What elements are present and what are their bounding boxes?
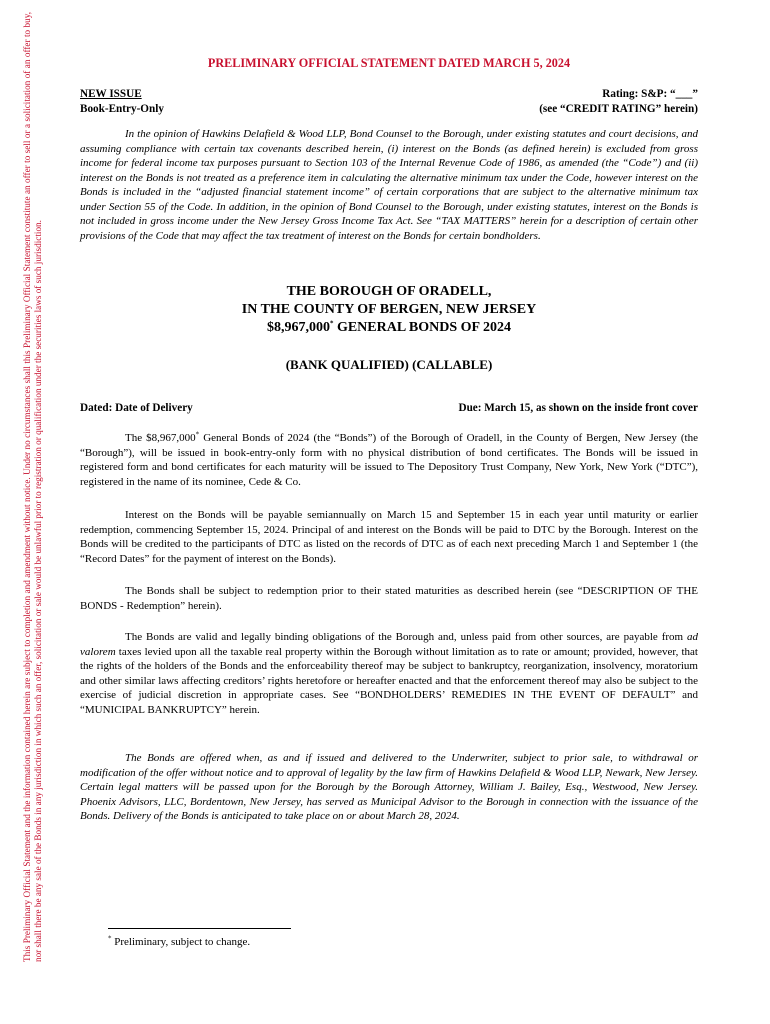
paragraph-text: The $8,967,000 xyxy=(125,432,196,444)
issue-type-block xyxy=(80,87,164,117)
footnote-divider xyxy=(108,928,291,929)
footnote-marker: * xyxy=(329,319,334,328)
issuer-line-2: IN THE COUNTY OF BERGEN, NEW JERSEY xyxy=(241,302,537,317)
book-entry-label: Book-Entry-Only xyxy=(80,103,164,115)
issuer-title xyxy=(80,283,698,337)
paragraph-emphasis: ad valorem xyxy=(80,631,698,658)
footnote xyxy=(108,936,250,948)
rating-block xyxy=(539,87,698,117)
paragraph-redemption: The Bonds shall be subject to redemption prior to their stated maturities as described herein (see “DESCRIPTION OF THE BONDS - Redemption” herein). xyxy=(80,585,698,612)
preliminary-disclaimer-notice: This Preliminary Official Statement and the information contained herein are subject to completion and amendment without notice. Under no circumstances shall this Preliminary Official Statement constitute an offer to sell or a solicitation of an offer to buy, nor shall there be any sale of the Bonds in any jurisdiction in which such an offer, solicitation or sale would be unlawful prior to registration or qualification under the securities laws of such jurisdiction. xyxy=(22,12,43,962)
footnote-text: Preliminary, subject to change. xyxy=(111,936,251,948)
paragraph-interest: Interest on the Bonds will be payable semiannually on March 15 and September 15 in each year until maturity or earlier redemption, commencing September 15, 2024. Principal of and interest on the Bonds will be paid to DTC by the Borough. Interest on the Bonds will be credited to the participants of DTC as listed on the records of DTC as of each next preceding March 1 and September 1 (the “Record Dates” for the payment of interest on the Bonds). xyxy=(80,509,698,565)
paragraph-text: taxes levied upon all the taxable real property within the Borough without limitation as to rate or amount; provided, however, that the rights of the holders of the Bonds and the enforceability thereof may be subject to bankruptcy, reorganization, insolvency, moratorium and other similar laws affecting creditors’ rights heretofore or hereafter enacted and that the enforcement thereof may also be subject to the exercise of judicial discretion in appropriate cases. See “BONDHOLDERS’ REMEDIES IN THE EVENT OF DEFAULT” and “MUNICIPAL BANKRUPTCY” herein. xyxy=(80,645,698,716)
dated-date: Dated: Date of Delivery xyxy=(80,402,193,414)
bond-series-name: GENERAL BONDS OF 2024 xyxy=(333,320,512,335)
new-issue-label: NEW ISSUE xyxy=(80,88,142,100)
issuer-line-1: THE BOROUGH OF ORADELL, xyxy=(286,284,492,299)
rating-reference: (see “CREDIT RATING” herein) xyxy=(539,103,698,115)
paragraph-bonds-description xyxy=(80,431,698,489)
paragraph-text: General Bonds of 2024 (the “Bonds”) of the Borough of Oradell, in the County of Bergen, New Jersey (the “Borough”), will be issued in book-entry-only form with no physical distribution of bond certificates. The Bonds will be issued in registered form and bond certificates for each maturity will be issued to The Depository Trust Company, New York, New York (“DTC”), registered in the name of its nominee, Cede & Co. xyxy=(80,432,698,488)
paragraph-offering: The Bonds are offered when, as and if issued and delivered to the Underwriter, subject to prior sale, to withdrawal or modification of the offer without notice and to approval of legality by the law firm of Hawkins Delafield & Wood LLP, Newark, New Jersey. Certain legal matters will be passed upon for the Borough by the Borough Attorney, William J. Bailey, Esq., Westwood, New Jersey. Phoenix Advisors, LLC, Bordentown, New Jersey, has served as Municipal Advisor to the Borough in connection with the issuance of the Bonds. Delivery of the Bonds is anticipated to take place on or about March 28, 2024. xyxy=(80,752,698,823)
rating-label: Rating: S&P: “___” xyxy=(602,88,698,100)
bond-counsel-opinion: In the opinion of Hawkins Delafield & Wood LLP, Bond Counsel to the Borough, under existing statutes and court decisions, and assuming compliance with certain tax covenants described herein, (i) interest on the Bonds (as defined herein) is excluded from gross income for federal income tax purposes pursuant to Section 103 of the Internal Revenue Code of 1986, as amended (the “Code”) and (ii) interest on the Bonds is not treated as a preference item in calculating the alternative minimum tax under the Code, however interest on the Bonds is included in the “adjusted financial statement income” of certain corporations that are subject to the alternative minimum tax under Section 55 of the Code. In addition, in the opinion of Bond Counsel to the Borough, under existing statutes, interest on the Bonds is not included in gross income under the New Jersey Gross Income Tax Act. See “TAX MATTERS” herein for a description of certain other provisions of the Code that may affect the tax treatment of interest on the Bonds for certain bondholders. xyxy=(80,128,698,242)
bank-qualified-callable: (BANK QUALIFIED) (CALLABLE) xyxy=(285,357,493,372)
footnote-marker: * xyxy=(108,934,112,943)
preliminary-statement-title: PRELIMINARY OFFICIAL STATEMENT DATED MARCH 5, 2024 xyxy=(207,56,571,70)
footnote-marker: * xyxy=(195,430,200,439)
paragraph-security xyxy=(80,630,698,718)
paragraph-text: The Bonds are valid and legally binding obligations of the Borough and, unless paid from other sources, are payable from xyxy=(125,631,687,643)
due-date: Due: March 15, as shown on the inside front cover xyxy=(458,402,698,414)
issuer-line-3 xyxy=(80,319,698,337)
bond-amount: $8,967,000 xyxy=(266,320,330,335)
